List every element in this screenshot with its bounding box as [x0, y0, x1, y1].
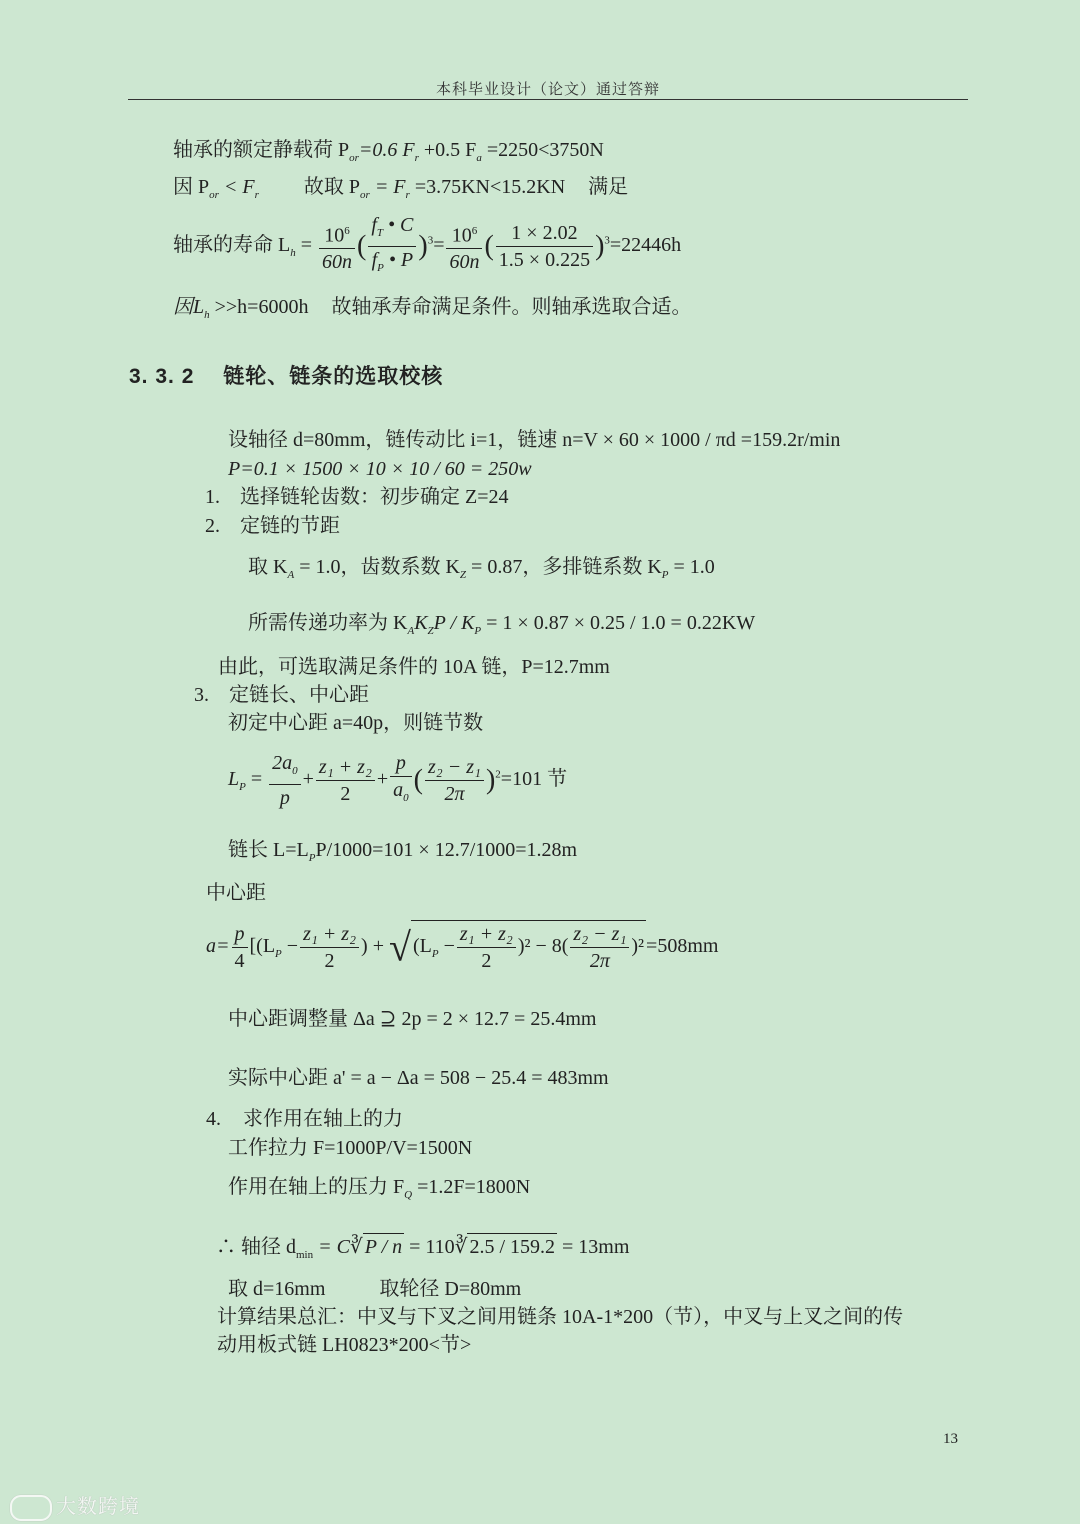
- summary-line-1: 计算结果总汇：中叉与下叉之间用链条 10A-1*200（节），中叉与上叉之间的传: [217, 1306, 904, 1328]
- bearing-static-load-line: 轴承的额定静载荷 $P_{or}=0.6$ $F_r +0.5$ $F_a =2250<3750N$: [173, 139, 604, 164]
- step-4: 4. 求作用在轴上的力: [206, 1108, 403, 1130]
- watermark: 大数跨境: [10, 1490, 140, 1521]
- page-number: 13: [943, 1431, 958, 1447]
- shaft-pressure-line: 作用在轴上的压力 $F_Q =1.2F=1800N$: [228, 1176, 531, 1201]
- step-1: 1. 选择链轮齿数：初步确定 Z=24: [205, 486, 509, 508]
- section-heading: [129, 360, 443, 390]
- header-rule: [128, 99, 968, 100]
- power-line: P=0.1 × 1500 × 10 × 10 / 60 = 250w: [228, 458, 532, 480]
- bearing-life-formula: 轴承的寿命 $L_h$ = $\frac{10^6}{60n}$ ( $\frac{f_T • C}{f_P • P}$ )$^3$= $\frac{10^6}{60n}$ ( $\frac{1 \times 2.02}{1.5 \times 0.225}$ )$^3$=22446h: [173, 214, 682, 274]
- chain-links-formula: $L_P$ = $\frac{2a_0}{p}$ + $\frac{\text{z₁ + z₂}}{2}$ + $\frac{p}{a_0}$ ( $\frac{\text{z₂ − z₁}}{2\pi}$ )$^2$=101 节: [228, 752, 568, 809]
- center-distance-formula: a= $\frac{p}{4}$ [($L_P$ − $\frac{\text{z₁ + z₂}}{2}$ ) + √ ($L_P$ − $\frac{\text{z₁ + z₂}}{2}$ )² − 8( $\frac{\text{z₂ − z₁}}{2\pi}$ )² =508mm: [206, 920, 718, 974]
- initial-center-line: 初定中心距 a=40p，则链节数: [228, 712, 484, 734]
- section-title: 链轮、链条的选取校核: [223, 365, 444, 388]
- center-distance-label: 中心距: [206, 882, 266, 904]
- page-header: 本科毕业设计（论文）通过答辩: [435, 82, 660, 98]
- summary-line-2: 动用板式链 LH0823*200<节>: [217, 1334, 472, 1356]
- chain-length-line: 链长 $L=L_PP/1000=101 \times 12.7/1000=1.28m$: [228, 839, 578, 864]
- coefficients-line: 取 $K_A = 1.0$，齿数系数 $K_Z = 0.87$，多排链系数 $K_P = 1.0$: [248, 556, 715, 581]
- center-adjust-line: 中心距调整量 Δa ⊇ 2p = 2 × 12.7 = 25.4mm: [228, 1008, 597, 1030]
- watermark-logo-icon: [10, 1495, 52, 1521]
- bearing-conclusion: 因$L_h >>h=6000h$ 故轴承寿命满足条件。则轴承选取合适。: [173, 296, 692, 321]
- selected-diameter-line: 取 d=16mm 取轮径 D=80mm: [228, 1278, 522, 1300]
- bearing-check-line: 因 $P_{or} < F_r$ 故取 $P_{or} = F_r =3.75KN<15.2KN$ 满足: [173, 176, 629, 201]
- step-3: 3. 定链长、中心距: [194, 684, 369, 706]
- actual-center-line: 实际中心距 a' = a − Δa = 508 − 25.4 = 483mm: [228, 1067, 609, 1089]
- required-power-line: 所需传递功率为 $K_AK_ZP / K_P = 1 \times 0.87 \times 0.25 / 1.0 = 0.22KW$: [248, 612, 756, 637]
- working-tension-line: 工作拉力 F=1000P/V=1500N: [228, 1137, 473, 1159]
- chain-speed-line: 设轴径 d=80mm，链传动比 i=1，链速 n=V × 60 × 1000 / πd =159.2r/min: [228, 429, 841, 451]
- section-number: 3. 3. 2: [129, 365, 195, 388]
- chain-selection-line: 由此，可选取满足条件的 10A 链，P=12.7mm: [218, 656, 610, 678]
- min-shaft-diameter-line: ∴ 轴径 $d_{min}$ = C∛ P / n = 110∛ 2.5 / 159.2 = 13mm: [216, 1233, 629, 1268]
- step-2: 2. 定链的节距: [205, 515, 340, 537]
